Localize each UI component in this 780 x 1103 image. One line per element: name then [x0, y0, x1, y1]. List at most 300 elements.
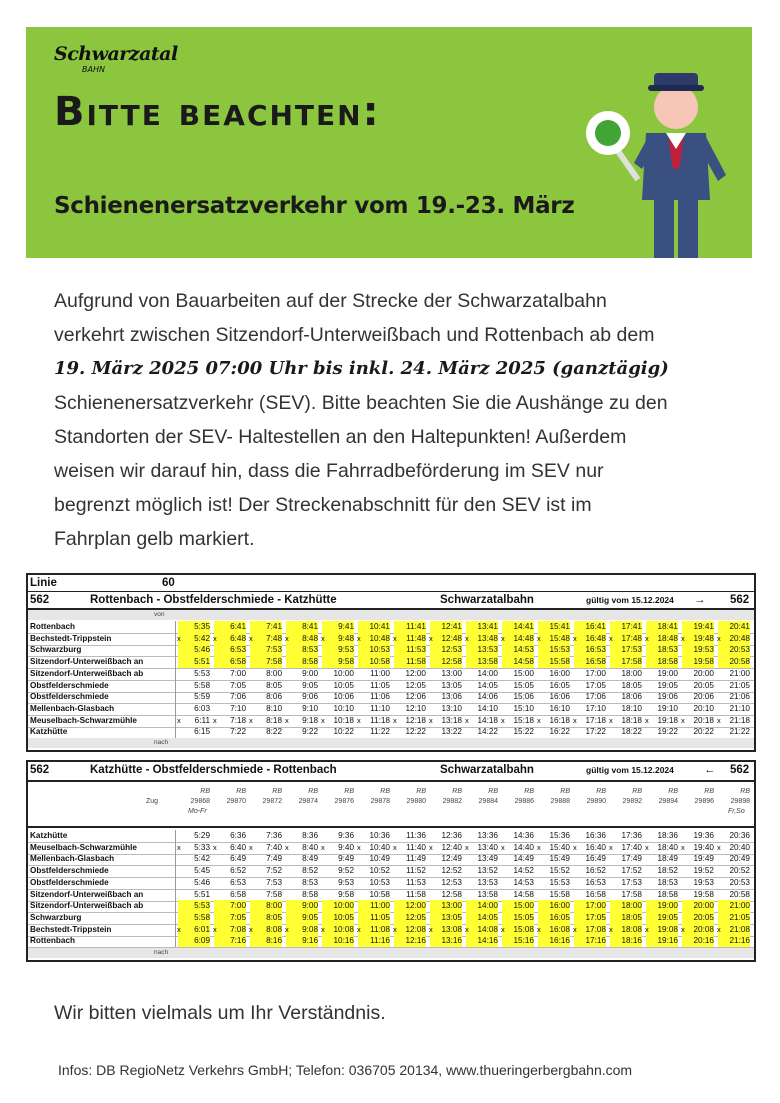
- station-name: Obstfelderschmiede: [28, 877, 176, 889]
- departure-time: 14:58: [513, 889, 534, 899]
- departure-time: 7:22: [230, 727, 246, 737]
- departure-time: 9:06: [302, 692, 318, 702]
- departure-time: 21:00: [718, 900, 750, 912]
- departure-time: 13:40: [477, 842, 498, 852]
- departure-time: 20:00: [693, 668, 714, 678]
- departure-time: 9:36: [338, 831, 354, 840]
- departure-time: 12:52: [441, 866, 462, 876]
- request-stop-marker: x: [429, 924, 433, 934]
- departure-time: 7:00: [214, 900, 246, 912]
- departure-time: 11:18: [370, 715, 390, 725]
- train-type: RB: [596, 788, 606, 795]
- nach-label: nach: [154, 739, 169, 746]
- departure-time: 19:18: [657, 715, 678, 725]
- train-type: RB: [308, 788, 318, 795]
- departure-time: 15:48: [538, 633, 570, 645]
- departure-time: 8:08: [250, 924, 282, 936]
- request-stop-marker: x: [393, 924, 397, 934]
- departure-time: 14:05: [477, 680, 498, 690]
- train-type: RB: [668, 788, 678, 795]
- departure-time: 19:58: [693, 889, 714, 899]
- train-number: 29870: [226, 798, 246, 805]
- request-stop-marker: x: [609, 715, 613, 725]
- departure-time: 15:08: [502, 924, 534, 936]
- departure-time: 8:48: [286, 633, 318, 645]
- departure-time: 10:00: [333, 668, 354, 678]
- departure-time: 9:49: [338, 854, 354, 864]
- departure-time: 21:00: [729, 668, 750, 678]
- departure-time: 10:06: [333, 692, 354, 702]
- departure-time: 6:11: [194, 715, 210, 725]
- train-number: 29882: [442, 798, 462, 805]
- request-stop-marker: x: [285, 924, 289, 934]
- departure-time: 7:41: [250, 621, 282, 633]
- departure-time: 17:05: [585, 680, 606, 690]
- train-type: RB: [200, 788, 210, 795]
- departure-time: 20:18: [693, 715, 714, 725]
- departure-time: 6:48: [214, 633, 246, 645]
- request-stop-marker: x: [249, 924, 253, 934]
- departure-time: 12:53: [430, 644, 462, 656]
- request-stop-marker: x: [393, 715, 397, 725]
- departure-time: 9:16: [286, 935, 318, 947]
- departure-time: 13:58: [466, 656, 498, 668]
- departure-time: 20:53: [718, 644, 750, 656]
- departure-time: 12:05: [394, 912, 426, 924]
- departure-time: 17:48: [610, 633, 642, 645]
- train-number: 29872: [262, 798, 282, 805]
- departure-time: 15:18: [513, 715, 534, 725]
- train-number: 29890: [586, 798, 606, 805]
- linie-number: 60: [162, 577, 175, 589]
- departure-time: 6:41: [214, 621, 246, 633]
- request-stop-marker: x: [609, 633, 613, 643]
- departure-time: 10:16: [322, 935, 354, 947]
- departure-time: 16:05: [549, 680, 570, 690]
- departure-time: 8:18: [266, 715, 282, 725]
- departure-time: 9:48: [322, 633, 354, 645]
- departure-time: 7:58: [250, 656, 282, 668]
- departure-time: 16:18: [549, 715, 570, 725]
- zug-label: Zug: [146, 798, 159, 805]
- departure-time: 18:16: [610, 935, 642, 947]
- train-number: 29894: [658, 798, 678, 805]
- departure-time: 5:51: [194, 889, 210, 899]
- departure-time: 17:41: [610, 621, 642, 633]
- request-stop-marker: x: [609, 924, 613, 934]
- departure-time: 10:22: [333, 727, 354, 737]
- request-stop-marker: x: [717, 924, 721, 934]
- departure-time: 17:58: [621, 889, 642, 899]
- departure-time: 17:52: [621, 866, 642, 876]
- departure-time: 16:06: [549, 692, 570, 702]
- departure-time: 11:00: [370, 668, 390, 678]
- departure-time: 17:00: [585, 668, 606, 678]
- station-name: Katzhütte: [28, 726, 176, 738]
- departure-time: 16:48: [574, 633, 606, 645]
- request-stop-marker: x: [573, 924, 577, 934]
- departure-time: 17:05: [574, 912, 606, 924]
- station-name: Schwarzburg: [28, 644, 176, 656]
- closing-note: Wir bitten vielmals um Ihr Verständnis.: [54, 1002, 386, 1024]
- request-stop-marker: x: [609, 842, 613, 852]
- train-number: 29884: [478, 798, 498, 805]
- departure-time: 7:00: [230, 668, 246, 678]
- request-stop-marker: x: [537, 715, 541, 725]
- schwarzatalbahn-logo: [54, 43, 178, 75]
- request-stop-marker: x: [357, 633, 361, 643]
- departure-time: 19:36: [693, 831, 714, 840]
- departure-time: 11:41: [394, 621, 426, 633]
- departure-time: 8:58: [286, 656, 318, 668]
- days-last: Fr,So: [728, 808, 745, 815]
- departure-time: 20:05: [693, 680, 714, 690]
- departure-time: 10:52: [369, 866, 390, 876]
- departure-time: 5:33: [194, 842, 210, 852]
- request-stop-marker: x: [357, 924, 361, 934]
- departure-time: 15:36: [549, 831, 570, 840]
- departure-time: 10:18: [333, 715, 354, 725]
- request-stop-marker: x: [717, 633, 721, 643]
- departure-time: 21:08: [718, 924, 750, 936]
- departure-time: 15:53: [538, 644, 570, 656]
- departure-time: 15:00: [502, 900, 534, 912]
- request-stop-marker: x: [429, 842, 433, 852]
- train-number: 29880: [406, 798, 426, 805]
- departure-time: 16:41: [574, 621, 606, 633]
- departure-time: 20:00: [682, 900, 714, 912]
- departure-time: 16:58: [574, 656, 606, 668]
- request-stop-marker: x: [681, 842, 685, 852]
- request-stop-marker: x: [321, 715, 325, 725]
- departure-time: 18:41: [646, 621, 678, 633]
- departure-time: 18:18: [621, 715, 642, 725]
- departure-time: 15:10: [513, 703, 534, 713]
- departure-time: 13:18: [441, 715, 462, 725]
- request-stop-marker: x: [285, 715, 289, 725]
- departure-time: 10:08: [322, 924, 354, 936]
- departure-time: 5:51: [178, 656, 210, 668]
- departure-time: 20:36: [729, 831, 750, 840]
- departure-time: 11:40: [406, 842, 426, 852]
- departure-time: 11:06: [370, 692, 390, 702]
- departure-time: 12:18: [405, 715, 426, 725]
- departure-time: 14:53: [513, 877, 534, 887]
- departure-time: 11:10: [370, 703, 390, 713]
- departure-time: 12:48: [430, 633, 462, 645]
- departure-time: 6:58: [230, 889, 246, 899]
- station-name: Meuselbach-Schwarzmühle: [28, 715, 176, 727]
- departure-time: 7:05: [214, 912, 246, 924]
- departure-time: 17:08: [574, 924, 606, 936]
- operator-name: Schwarzatalbahn: [440, 764, 534, 776]
- departure-time: 12:58: [430, 656, 462, 668]
- departure-time: 17:49: [621, 854, 642, 864]
- departure-time: 8:00: [250, 900, 282, 912]
- train-number: 29898: [730, 798, 750, 805]
- departure-time: 20:06: [693, 692, 714, 702]
- request-stop-marker: x: [537, 924, 541, 934]
- departure-time: 17:40: [621, 842, 642, 852]
- departure-time: 8:22: [266, 727, 282, 737]
- departure-time: 6:53: [230, 877, 246, 887]
- kbs-number: 562: [30, 764, 50, 776]
- departure-time: 15:52: [549, 866, 570, 876]
- departure-time: 18:48: [646, 633, 678, 645]
- headline: Bitte beachten:: [54, 89, 381, 135]
- departure-time: 18:08: [610, 924, 642, 936]
- departure-time: 13:22: [441, 727, 462, 737]
- departure-time: 6:52: [230, 866, 246, 876]
- request-stop-marker: x: [681, 715, 685, 725]
- nach-label: nach: [154, 949, 169, 956]
- departure-time: 13:16: [430, 935, 462, 947]
- station-name: Mellenbach-Glasbach: [28, 703, 176, 715]
- station-name: Bechstedt-Trippstein: [28, 924, 176, 936]
- departure-time: 5:46: [178, 644, 210, 656]
- departure-time: 7:05: [230, 680, 246, 690]
- route-title: Katzhütte - Obstfelderschmiede - Rottenbach: [90, 764, 337, 776]
- departure-time: 11:08: [358, 924, 390, 936]
- footer-contact: Infos: DB RegioNetz Verkehrs GmbH; Telefon: 036705 20134, www.thueringerbergbahn.com: [58, 1062, 633, 1078]
- station-name: Rottenbach: [28, 621, 176, 633]
- departure-time: 16:00: [538, 900, 570, 912]
- departure-time: 20:58: [718, 656, 750, 668]
- request-stop-marker: x: [393, 633, 397, 643]
- train-type: RB: [416, 788, 426, 795]
- departure-time: 15:53: [549, 877, 570, 887]
- train-number: 29874: [298, 798, 318, 805]
- departure-time: 6:03: [194, 703, 210, 713]
- departure-time: 11:36: [406, 831, 426, 840]
- departure-time: 19:49: [693, 854, 714, 864]
- departure-time: 5:58: [178, 912, 210, 924]
- departure-time: 17:00: [574, 900, 606, 912]
- departure-time: 12:49: [441, 854, 462, 864]
- departure-time: 17:53: [610, 644, 642, 656]
- departure-time: 20:53: [729, 877, 750, 887]
- departure-time: 13:48: [466, 633, 498, 645]
- departure-time: 19:41: [682, 621, 714, 633]
- departure-time: 19:05: [657, 680, 678, 690]
- route-title: Rottenbach - Obstfelderschmiede - Katzhütte: [90, 594, 337, 606]
- train-number: 29878: [370, 798, 390, 805]
- departure-time: 19:53: [682, 644, 714, 656]
- departure-time: 20:16: [682, 935, 714, 947]
- request-stop-marker: x: [645, 715, 649, 725]
- departure-time: 10:49: [369, 854, 390, 864]
- table-row: [28, 935, 754, 948]
- request-stop-marker: x: [393, 842, 397, 852]
- departure-time: 18:22: [621, 727, 642, 737]
- train-type: RB: [488, 788, 498, 795]
- timetable-rottenbach-katzhuette: [26, 573, 756, 752]
- body-line: Standorten der SEV- Haltestellen an den Haltepunkten! Außerdem: [54, 426, 627, 448]
- departure-time: 10:05: [333, 680, 354, 690]
- departure-time: 12:06: [405, 692, 426, 702]
- request-stop-marker: x: [501, 633, 505, 643]
- departure-time: 7:52: [266, 866, 282, 876]
- departure-time: 18:06: [621, 692, 642, 702]
- departure-time: 16:53: [574, 644, 606, 656]
- linie-label: Linie: [30, 577, 57, 589]
- departure-time: 19:10: [657, 703, 678, 713]
- departure-time: 14:06: [477, 692, 498, 702]
- request-stop-marker: x: [501, 842, 505, 852]
- departure-time: 11:53: [406, 877, 426, 887]
- departure-time: 9:53: [322, 644, 354, 656]
- station-name: Obstfelderschmiede: [28, 691, 176, 703]
- departure-time: 11:49: [406, 854, 426, 864]
- departure-time: 6:58: [214, 656, 246, 668]
- departure-time: 19:53: [693, 877, 714, 887]
- departure-time: 13:08: [430, 924, 462, 936]
- departure-time: 14:00: [466, 900, 498, 912]
- station-name: Katzhütte: [28, 830, 176, 842]
- departure-time: 15:05: [513, 680, 534, 690]
- departure-time: 12:40: [441, 842, 462, 852]
- request-stop-marker: x: [249, 633, 253, 643]
- departure-time: 20:08: [682, 924, 714, 936]
- request-stop-marker: x: [717, 842, 721, 852]
- departure-time: 11:05: [358, 912, 390, 924]
- days-first: Mo-Fr: [188, 808, 207, 815]
- departure-time: 5:58: [194, 680, 210, 690]
- train-type: RB: [344, 788, 354, 795]
- request-stop-marker: x: [465, 924, 469, 934]
- departure-time: 18:52: [657, 866, 678, 876]
- departure-time: 5:35: [178, 621, 210, 633]
- departure-time: 13:00: [430, 900, 462, 912]
- departure-time: 9:40: [338, 842, 354, 852]
- departure-time: 7:58: [266, 889, 282, 899]
- direction-arrow-icon: ←: [704, 764, 716, 776]
- departure-time: 9:08: [286, 924, 318, 936]
- departure-time: 16:08: [538, 924, 570, 936]
- station-name: Sitzendorf-Unterweißbach an: [28, 656, 176, 668]
- departure-time: 5:42: [194, 854, 210, 864]
- logo-subtitle: BAHN: [82, 65, 105, 74]
- departure-time: 12:53: [441, 877, 462, 887]
- operator-name: Schwarzatalbahn: [440, 594, 534, 606]
- departure-time: 10:58: [358, 656, 390, 668]
- departure-time: 9:41: [322, 621, 354, 633]
- departure-time: 15:49: [549, 854, 570, 864]
- station-name: Sitzendorf-Unterweißbach an: [28, 889, 176, 901]
- departure-time: 11:58: [406, 889, 426, 899]
- train-number: 29868: [190, 798, 210, 805]
- departure-time: 10:41: [358, 621, 390, 633]
- departure-time: 15:58: [549, 889, 570, 899]
- kbs-number: 562: [30, 594, 50, 606]
- departure-time: 7:40: [266, 842, 282, 852]
- header-banner: [26, 27, 752, 258]
- train-type: RB: [380, 788, 390, 795]
- departure-time: 20:58: [729, 889, 750, 899]
- request-stop-marker: x: [465, 633, 469, 643]
- departure-time: 18:36: [657, 831, 678, 840]
- departure-time: 18:00: [610, 900, 642, 912]
- departure-time: 19:52: [693, 866, 714, 876]
- departure-time: 14:18: [477, 715, 498, 725]
- body-line: Schienenersatzverkehr (SEV). Bitte beachten Sie die Aushänge zu den: [54, 392, 668, 414]
- departure-time: 13:58: [477, 889, 498, 899]
- departure-time: 12:16: [394, 935, 426, 947]
- departure-time: 6:09: [178, 935, 210, 947]
- departure-time: 14:22: [477, 727, 498, 737]
- departure-time: 9:05: [286, 912, 318, 924]
- departure-time: 15:16: [502, 935, 534, 947]
- departure-time: 14:40: [513, 842, 534, 852]
- request-stop-marker: x: [321, 924, 325, 934]
- station-name: Obstfelderschmiede: [28, 865, 176, 877]
- station-name: Mellenbach-Glasbach: [28, 853, 176, 865]
- timetable-katzhuette-rottenbach: [26, 760, 756, 962]
- departure-time: 6:49: [230, 854, 246, 864]
- station-name: Sitzendorf-Unterweißbach ab: [28, 900, 176, 912]
- departure-time: 13:05: [430, 912, 462, 924]
- departure-time: 11:16: [358, 935, 390, 947]
- departure-time: 9:05: [302, 680, 318, 690]
- request-stop-marker: x: [645, 842, 649, 852]
- departure-time: 16:40: [585, 842, 606, 852]
- logo-wordmark: Schwarzatal: [54, 43, 178, 65]
- departure-time: 11:58: [394, 656, 426, 668]
- departure-time: 8:53: [302, 877, 318, 887]
- departure-time: 12:36: [441, 831, 462, 840]
- departure-time: 18:49: [657, 854, 678, 864]
- departure-time: 16:58: [585, 889, 606, 899]
- departure-time: 13:00: [441, 668, 462, 678]
- request-stop-marker: x: [213, 633, 217, 643]
- departure-time: 8:41: [286, 621, 318, 633]
- departure-time: 17:36: [621, 831, 642, 840]
- request-stop-marker: x: [177, 924, 181, 934]
- departure-time: 8:53: [286, 644, 318, 656]
- departure-time: 18:05: [621, 680, 642, 690]
- departure-time: 16:00: [549, 668, 570, 678]
- von-label: von: [154, 611, 165, 618]
- departure-time: 16:16: [538, 935, 570, 947]
- request-stop-marker: x: [213, 924, 217, 934]
- departure-time: 16:22: [549, 727, 570, 737]
- departure-time: 11:48: [394, 633, 426, 645]
- departure-time: 18:40: [657, 842, 678, 852]
- departure-time: 11:05: [370, 680, 390, 690]
- departure-time: 5:53: [194, 668, 210, 678]
- departure-time: 12:05: [405, 680, 426, 690]
- departure-time: 21:18: [729, 715, 750, 725]
- departure-time: 7:18: [230, 715, 246, 725]
- request-stop-marker: x: [285, 633, 289, 643]
- departure-time: 21:05: [729, 680, 750, 690]
- departure-time: 19:22: [657, 727, 678, 737]
- departure-time: 21:06: [729, 692, 750, 702]
- departure-time: 12:00: [405, 668, 426, 678]
- departure-time: 18:58: [646, 656, 678, 668]
- departure-time: 8:40: [302, 842, 318, 852]
- request-stop-marker: x: [465, 715, 469, 725]
- departure-time: 7:48: [250, 633, 282, 645]
- departure-time: 18:00: [621, 668, 642, 678]
- request-stop-marker: x: [681, 924, 685, 934]
- departure-time: 13:36: [477, 831, 498, 840]
- departure-time: 6:40: [230, 842, 246, 852]
- departure-time: 15:06: [513, 692, 534, 702]
- request-stop-marker: x: [177, 633, 181, 643]
- request-stop-marker: x: [177, 715, 181, 725]
- departure-time: 19:00: [657, 668, 678, 678]
